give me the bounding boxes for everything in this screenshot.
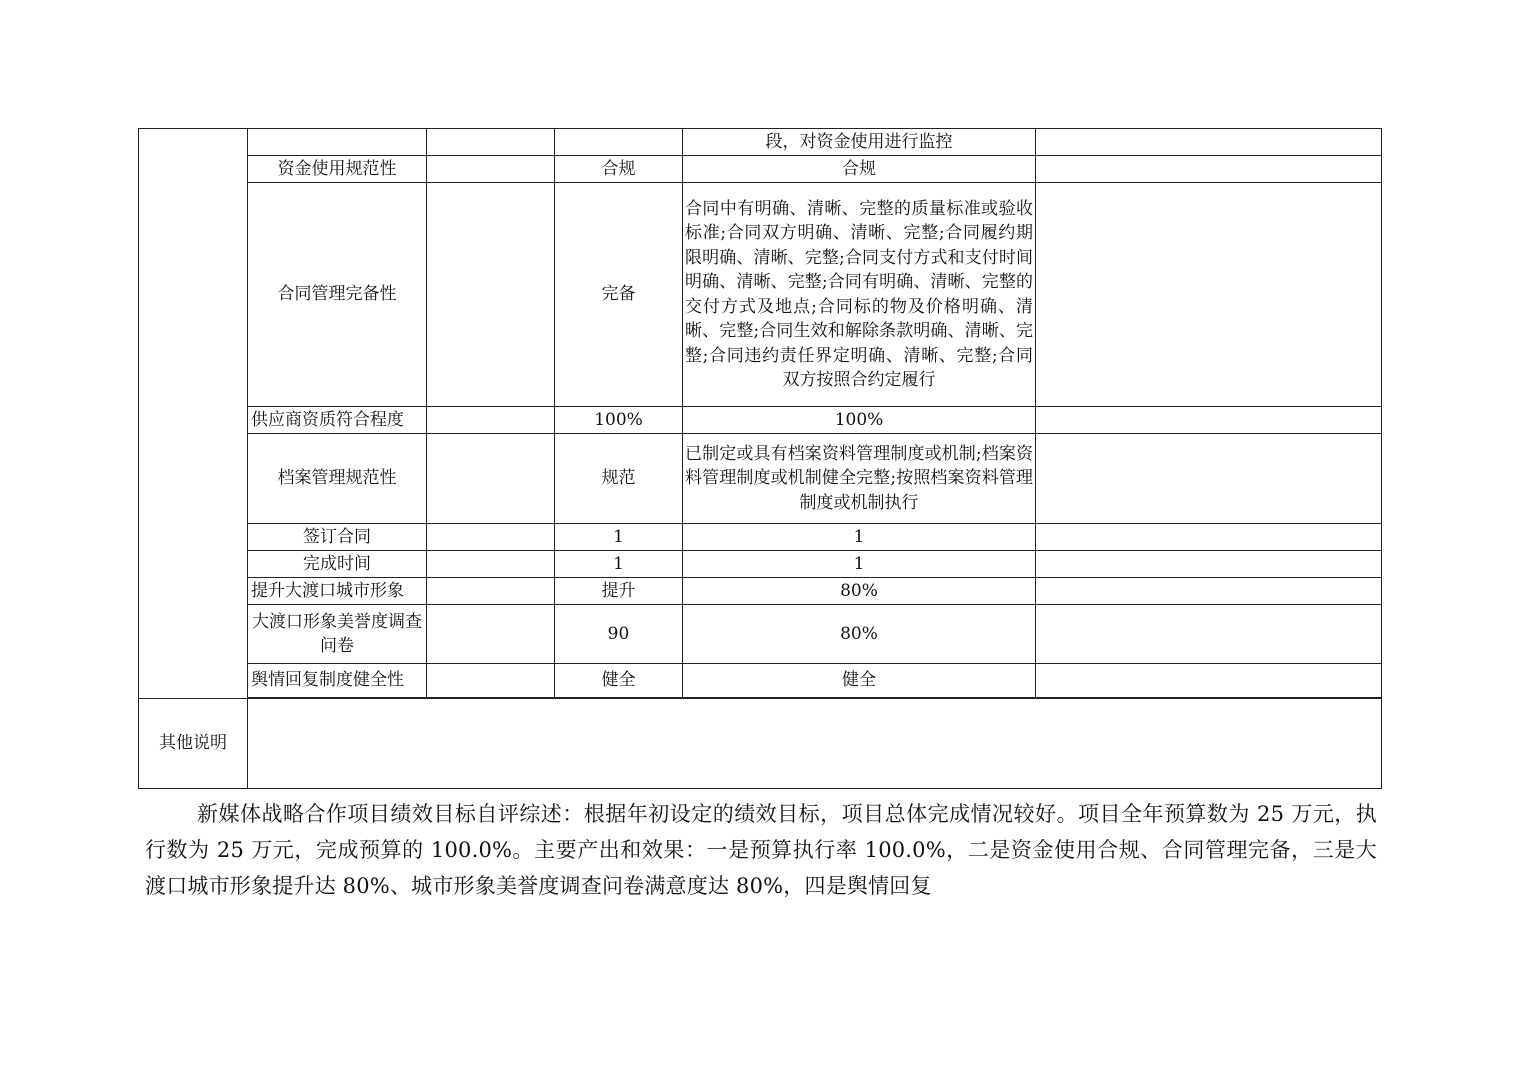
actual-cell: 合同中有明确、清晰、完整的质量标准或验收标准;合同双方明确、清晰、完整;合同履约期限明确、清晰、完整;合同支付方式和支付时间明确、清晰、完整;合同有明确、清晰、完整的交付方式及地点;合同标的物及价格明确、清晰、完整;合同生效和解除条款明确、清晰、完整;合同违约责任界定明确、清晰、完整;合同双方按照合约定履行 [683,183,1036,407]
actual-cell: 80% [683,605,1036,664]
table-row [139,551,1382,578]
target-cell: 合规 [555,156,683,183]
target-cell: 1 [555,524,683,551]
indicator-cell: 签订合同 [248,524,427,551]
table-row [139,156,1382,183]
table-row [139,183,1382,407]
indicator-cell: 完成时间 [248,551,427,578]
table-row [139,129,1382,156]
actual-cell: 已制定或具有档案资料管理制度或机制;档案资料管理制度或机制健全完整;按照档案资料管理制度或机制执行 [683,434,1036,524]
actual-cell: 1 [683,524,1036,551]
other-notes-value [248,699,1382,789]
target-cell: 90 [555,605,683,664]
performance-table [138,128,1382,789]
actual-cell: 100% [683,407,1036,434]
target-cell: 1 [555,551,683,578]
indicator-cell: 大渡口形象美誉度调查问卷 [248,605,427,664]
indicator-cell: 合同管理完备性 [248,183,427,407]
table-row [139,664,1382,698]
indicator-cell: 舆情回复制度健全性 [248,664,427,698]
table-row [139,524,1382,551]
actual-cell: 合规 [683,156,1036,183]
target-cell: 100% [555,407,683,434]
actual-cell: 健全 [683,664,1036,698]
table-row [139,605,1382,664]
other-notes-label: 其他说明 [139,699,248,789]
target-cell: 规范 [555,434,683,524]
actual-cell: 80% [683,578,1036,605]
indicator-cell: 提升大渡口城市形象 [248,578,427,605]
category-cell [139,129,248,699]
actual-cell: 1 [683,551,1036,578]
target-cell: 完备 [555,183,683,407]
indicator-cell: 供应商资质符合程度 [248,407,427,434]
indicator-cell: 档案管理规范性 [248,434,427,524]
other-notes-row [139,699,1382,789]
actual-cell: 段，对资金使用进行监控 [683,129,1036,156]
table-row [139,578,1382,605]
summary-paragraph: 新媒体战略合作项目绩效目标自评综述：根据年初设定的绩效目标，项目总体完成情况较好。项目全年预算数为 25 万元，执行数为 25 万元，完成预算的 100.0%。主要产出和效果：一是预算执行率 100.0%，二是资金使用合规、合同管理完备，三是大渡口城市形象提升达 80%、城市形象美誉度调查问卷满意度达 80%，四是舆情回复 [145,802,1377,898]
target-cell: 健全 [555,664,683,698]
target-cell: 提升 [555,578,683,605]
table-row [139,407,1382,434]
indicator-cell: 资金使用规范性 [248,156,427,183]
table-row [139,434,1382,524]
